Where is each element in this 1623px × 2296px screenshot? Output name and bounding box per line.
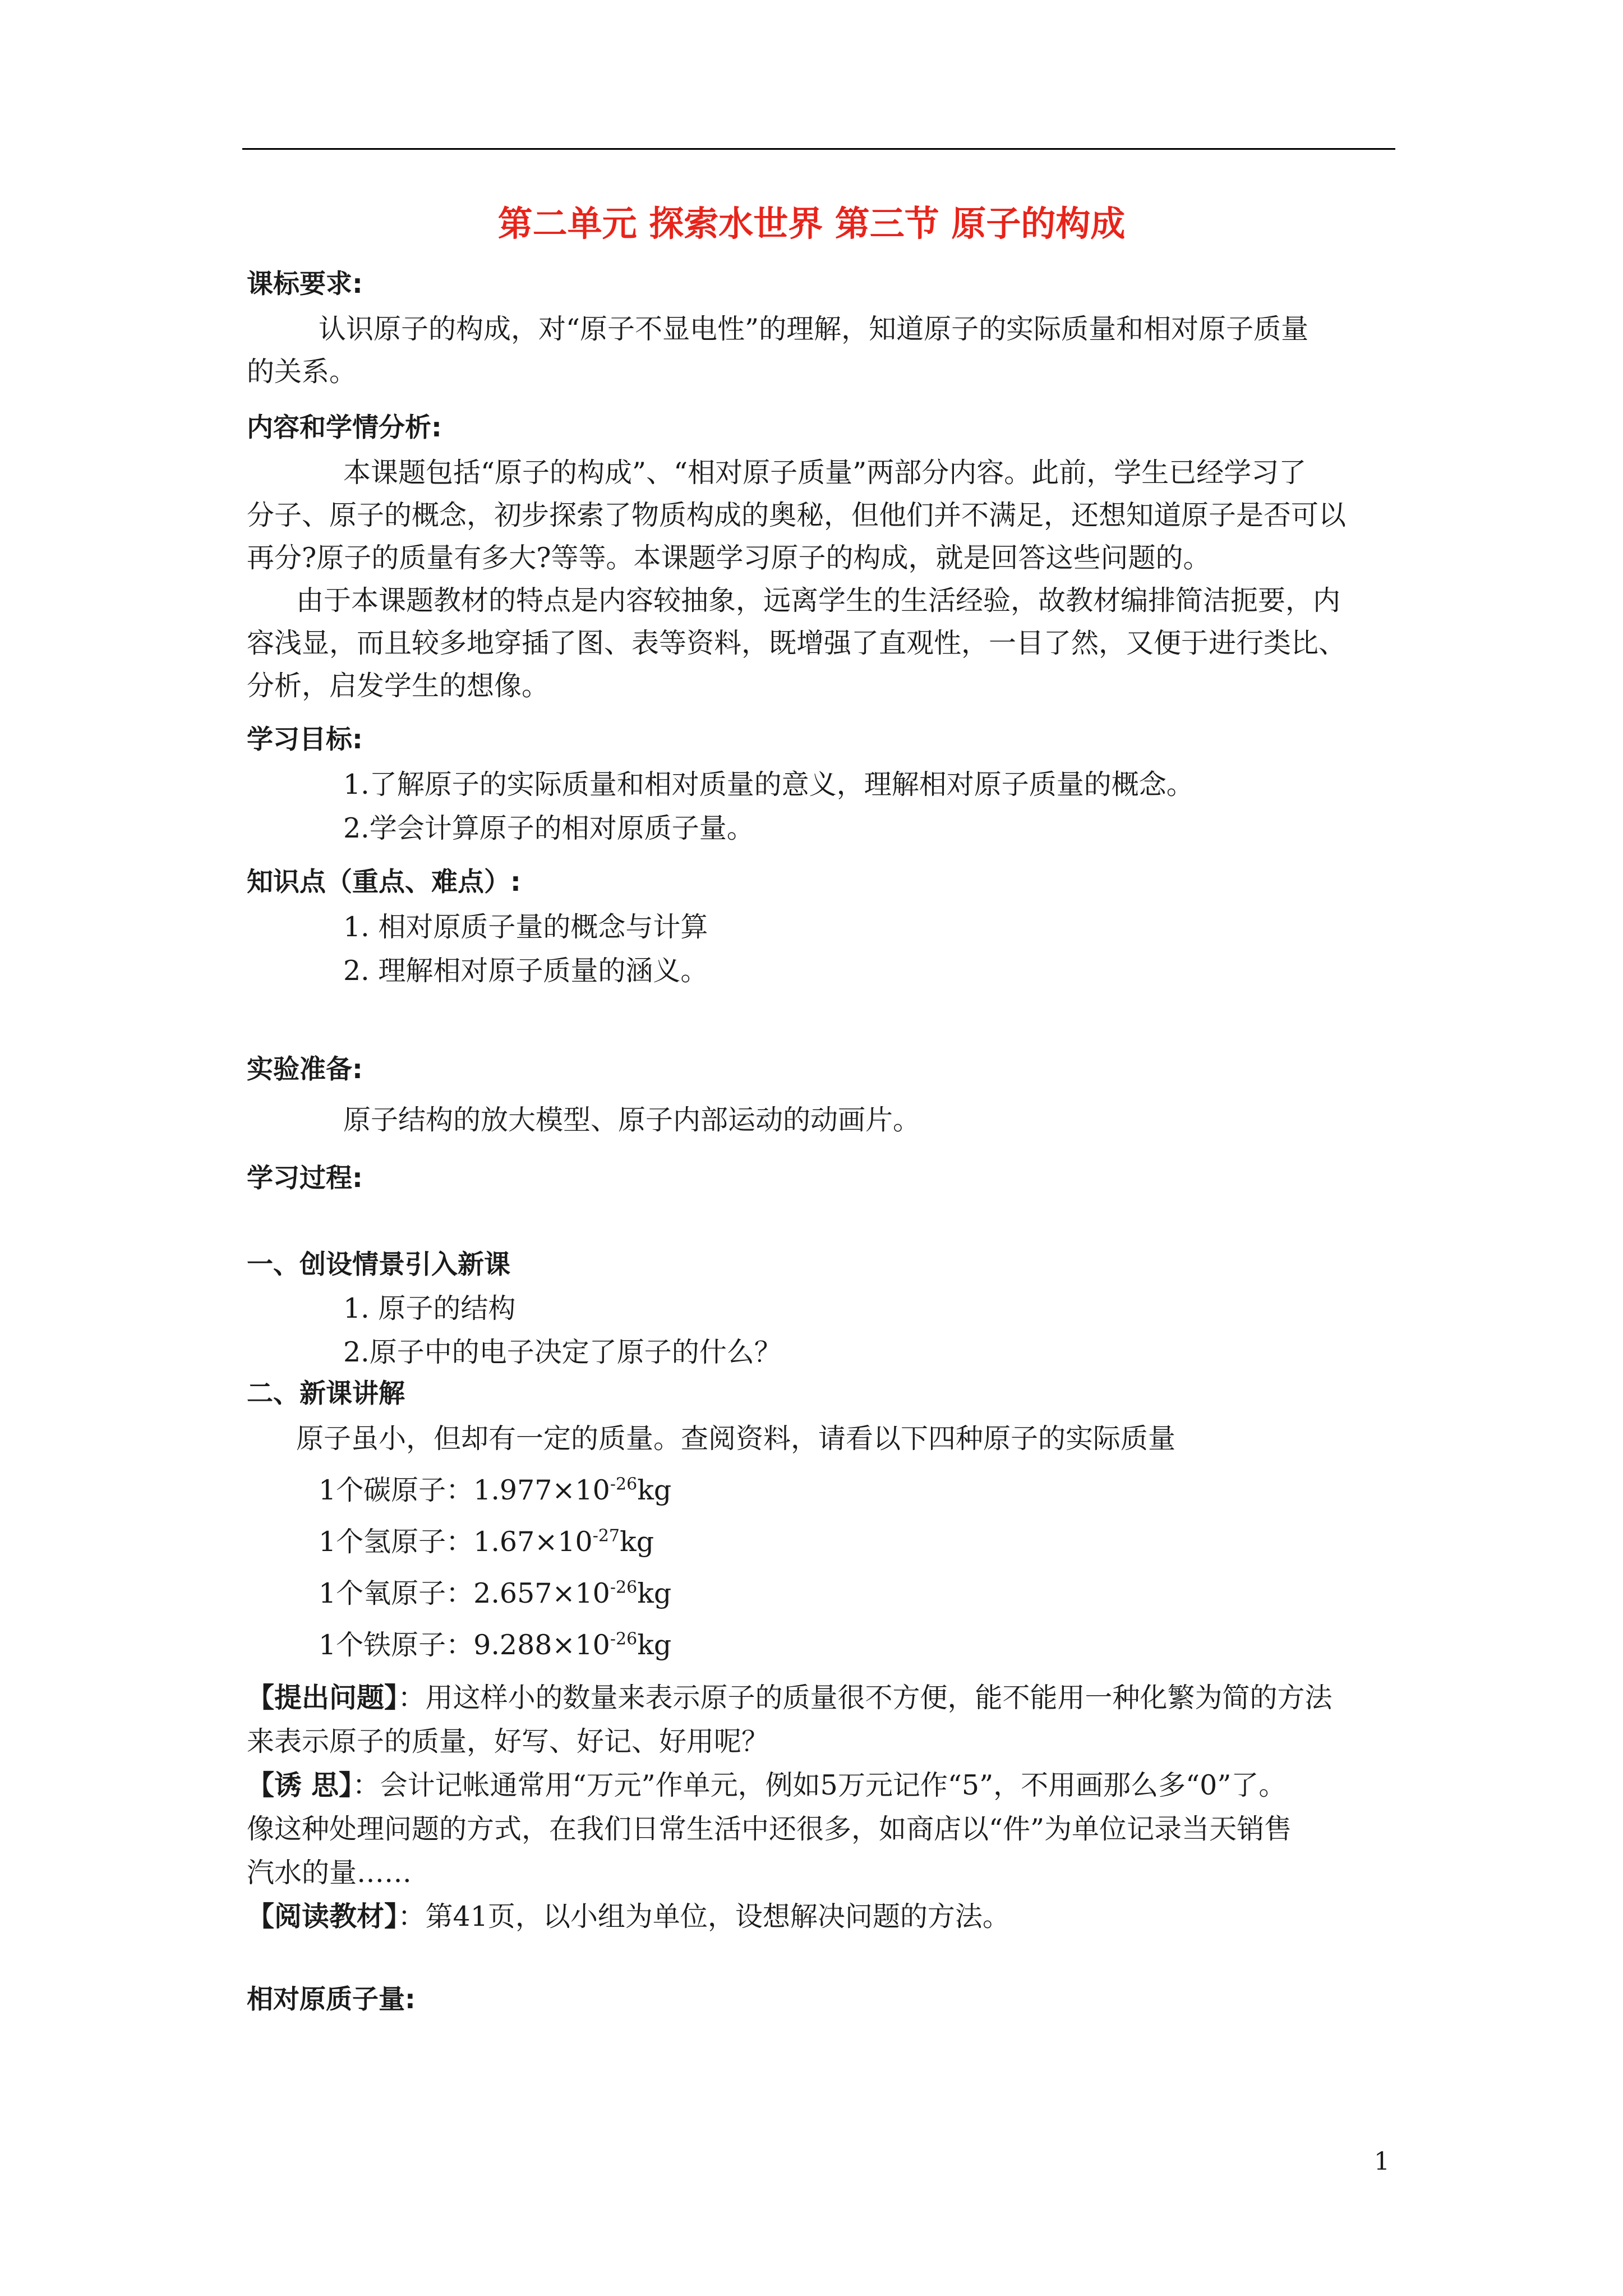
list-item: 2.原子中的电子决定了原子的什么？: [343, 1336, 782, 1368]
question-text: ：用这样小的数量来表示原子的质量很不方便，能不能用一种化繁为简的方法: [398, 1682, 1332, 1714]
heading-part2: 二、新课讲解: [247, 1378, 405, 1409]
paragraph-line: 来表示原子的质量，好写、好记、好用呢？: [247, 1726, 769, 1757]
hint-text: ：会计记帐通常用“万元”作单元，例如5万元记作“5”，不用画那么多“0”了。: [352, 1769, 1287, 1801]
question-tag: 【提出问题】: [247, 1682, 398, 1714]
paragraph-line: 认识原子的构成，对“原子不显电性”的理解，知道原子的实际质量和相对原子质量: [319, 313, 1309, 345]
mass-unit: kg: [620, 1526, 654, 1558]
list-item: 1. 原子的结构: [343, 1292, 516, 1324]
mass-row-carbon: [319, 1473, 1474, 1507]
heading-xdyz: 相对原质子量:: [247, 1984, 416, 2015]
read-tag: 【阅读教材】: [247, 1901, 398, 1932]
heading-part1: 一、创设情景引入新课: [247, 1249, 510, 1280]
paragraph-line: 再分?原子的质量有多大?等等。本课题学习原子的构成，就是回答这些问题的。: [247, 542, 1211, 574]
paragraph-line: 的关系。: [247, 356, 357, 388]
mass-row-iron: [319, 1628, 1474, 1662]
page-title: 第二单元 探索水世界 第三节 原子的构成: [497, 203, 1126, 244]
page-number: 1: [1374, 2147, 1390, 2176]
mass-unit: kg: [637, 1629, 672, 1661]
read-line: [247, 1899, 1402, 1934]
list-item: 2.学会计算原子的相对原质子量。: [343, 812, 754, 844]
mass-label: 1个铁原子：9.288×10: [319, 1629, 610, 1661]
read-text: ：第41页，以小组为单位，设想解决问题的方法。: [398, 1901, 1010, 1932]
mass-label: 1个碳原子：1.977×10: [319, 1474, 610, 1506]
paragraph-line: 由于本课题教材的特点是内容较抽象，远离学生的生活经验，故教材编排简洁扼要，内: [296, 585, 1341, 616]
mass-unit: kg: [637, 1474, 672, 1506]
mass-label: 1个氧原子：2.657×10: [319, 1577, 610, 1609]
heading-xxgc: 学习过程:: [247, 1163, 363, 1194]
mass-row-hydrogen: [319, 1525, 1474, 1559]
paragraph-line: 原子结构的放大模型、原子内部运动的动画片。: [343, 1104, 921, 1136]
question-line: [247, 1681, 1402, 1715]
paragraph-line: 本课题包括“原子的构成”、“相对原子质量”两部分内容。此前，学生已经学习了: [343, 457, 1307, 489]
heading-zsd: 知识点（重点、难点）:: [247, 867, 521, 898]
hint-tag: 【诱 思】: [247, 1769, 353, 1801]
header-rule: [242, 148, 1395, 150]
paragraph-line: 原子虽小，但却有一定的质量。查阅资料，请看以下四种原子的实际质量: [296, 1423, 1176, 1455]
mass-label: 1个氢原子：1.67×10: [319, 1526, 593, 1558]
heading-xxmb: 学习目标:: [247, 724, 363, 755]
hint-line: [247, 1768, 1402, 1802]
mass-exponent: -26: [610, 1474, 638, 1494]
list-item: 2. 理解相对原子质量的涵义。: [343, 955, 708, 987]
heading-syzb: 实验准备:: [247, 1054, 363, 1085]
heading-kbyq: 课标要求:: [247, 269, 363, 300]
mass-unit: kg: [637, 1577, 672, 1609]
paragraph-line: 汽水的量……: [247, 1857, 412, 1889]
paragraph-line: 容浅显，而且较多地穿插了图、表等资料，既增强了直观性，一目了然，又便于进行类比、: [247, 627, 1347, 659]
paragraph-line: 像这种处理问题的方式，在我们日常生活中还很多，如商店以“件”为单位记录当天销售: [247, 1813, 1292, 1845]
heading-nrfx: 内容和学情分析:: [247, 412, 442, 443]
mass-exponent: -27: [592, 1526, 620, 1546]
mass-exponent: -26: [610, 1577, 638, 1598]
mass-exponent: -26: [610, 1629, 638, 1649]
list-item: 1.了解原子的实际质量和相对质量的意义，理解相对原子质量的概念。: [343, 769, 1194, 800]
list-item: 1. 相对原质子量的概念与计算: [343, 911, 708, 943]
mass-row-oxygen: [319, 1576, 1474, 1611]
paragraph-line: 分析，启发学生的想像。: [247, 670, 550, 702]
paragraph-line: 分子、原子的概念，初步探索了物质构成的奥秘，但他们并不满足，还想知道原子是否可以: [247, 499, 1347, 531]
